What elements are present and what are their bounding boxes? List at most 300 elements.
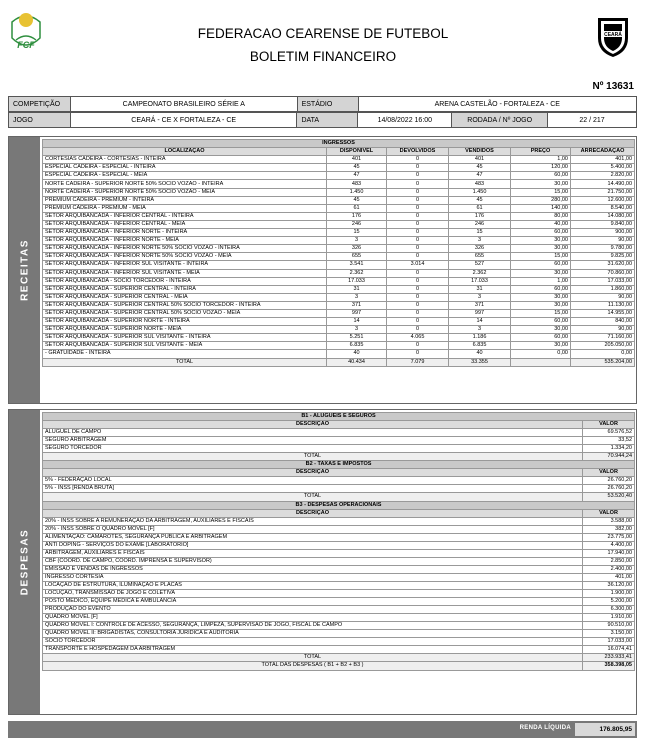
ticket-cell: 80,00	[511, 212, 571, 220]
total-cell: 7.079	[387, 358, 449, 366]
receitas-sidebar	[9, 137, 40, 403]
ticket-cell: SETOR ARQUIBANCADA - SUPERIOR NORTE - MEIA	[43, 326, 327, 334]
total-cell: 40.434	[327, 358, 387, 366]
description-header: DESCRIÇÃO	[43, 421, 583, 429]
ticket-cell: 997	[449, 309, 511, 317]
ticket-row	[43, 212, 635, 220]
ticket-cell: 483	[449, 180, 511, 188]
expense-row	[43, 638, 635, 646]
ticket-cell: 483	[327, 180, 387, 188]
expense-description: 5% - FEDERAÇÃO LOCAL	[43, 477, 583, 485]
expense-row	[43, 549, 635, 557]
ticket-cell: 14.490,00	[571, 180, 635, 188]
ticket-cell: 31	[449, 285, 511, 293]
total-label: TOTAL	[43, 654, 583, 662]
column-header: VENDIDOS	[449, 148, 511, 156]
ingressos-band: INGRESSOS	[43, 140, 635, 148]
expense-row	[43, 557, 635, 565]
column-header: DISPONÍVEL	[327, 148, 387, 156]
ticket-cell: NORTE CADEIRA - SUPERIOR NORTE 50% SOCIO VOZAO - INTEIRA	[43, 180, 327, 188]
expense-description: SEGURO TORCEDOR	[43, 445, 583, 453]
ticket-cell: 71.160,00	[571, 334, 635, 342]
value-header: VALOR	[583, 469, 635, 477]
ticket-row	[43, 285, 635, 293]
value-header: VALOR	[583, 509, 635, 517]
b1-header-row	[43, 421, 635, 429]
ticket-cell: SETOR ARQUIBANCADA - SUPERIOR NORTE - INTEIRA	[43, 318, 327, 326]
ticket-row	[43, 245, 635, 253]
ticket-row	[43, 237, 635, 245]
expense-description: TRANSPORTE E HOSPEDAGEM DA ARBITRAGEM	[43, 646, 583, 654]
ticket-cell: 0	[387, 277, 449, 285]
stadium-value: ARENA CASTELÃO - FORTALEZA - CE	[358, 97, 636, 112]
expense-value: 17.033,00	[583, 638, 635, 646]
ticket-cell: 0	[387, 229, 449, 237]
ticket-cell: 40	[449, 350, 511, 358]
ticket-cell: SETOR ARQUIBANCADA - SUPERIOR CENTRAL - MEIA	[43, 293, 327, 301]
ticket-cell: 0	[387, 237, 449, 245]
ticket-cell: 30,00	[511, 269, 571, 277]
expense-description: QUADRO MÓVEL II: BRIGADISTAS, CONSULTORIA JURÍDICA E AUDITORIA	[43, 630, 583, 638]
expense-value: 36.120,00	[583, 581, 635, 589]
ticket-cell: ESPECIAL CADEIRA - ESPECIAL - INTEIRA	[43, 164, 327, 172]
ticket-cell: 45	[449, 196, 511, 204]
ticket-cell: 527	[449, 261, 511, 269]
ticket-cell: 2.362	[449, 269, 511, 277]
ticket-cell: 47	[449, 172, 511, 180]
expense-description: EMISSÃO E VENDAS DE INGRESSOS	[43, 565, 583, 573]
ticket-row	[43, 172, 635, 180]
ticket-cell: 61	[449, 204, 511, 212]
expense-value: 3.150,00	[583, 630, 635, 638]
ticket-cell: 60,00	[511, 172, 571, 180]
ticket-cell: 1,00	[511, 156, 571, 164]
ticket-cell: 17.033,00	[571, 277, 635, 285]
ticket-row	[43, 253, 635, 261]
ticket-row	[43, 261, 635, 269]
document-number: Nº 13631	[592, 81, 634, 92]
ticket-cell: 0,00	[511, 350, 571, 358]
ticket-row	[43, 326, 635, 334]
ticket-cell: NORTE CADEIRA - SUPERIOR NORTE 50% SOCIO VOZAO - MEIA	[43, 188, 327, 196]
ticket-cell: 0	[387, 156, 449, 164]
ticket-cell: 655	[449, 253, 511, 261]
ticket-cell: 90,00	[571, 326, 635, 334]
ticket-cell: 401	[449, 156, 511, 164]
ticket-cell: 21.750,00	[571, 188, 635, 196]
expense-value: 3.588,00	[583, 517, 635, 525]
ticket-cell: 655	[327, 253, 387, 261]
expense-value: 2.400,00	[583, 565, 635, 573]
expense-value: 23.775,00	[583, 533, 635, 541]
ticket-cell: 61	[327, 204, 387, 212]
ticket-cell: 30,00	[511, 342, 571, 350]
ticket-cell: SETOR ARQUIBANCADA - INFERIOR NORTE 50% SOCIO VOZAO - INTEIRA	[43, 245, 327, 253]
competition-label: COMPETIÇÃO	[9, 97, 71, 112]
ticket-cell: - GRATUIDADE - INTEIRA	[43, 350, 327, 358]
ingressos-header-row	[43, 148, 635, 156]
expense-row	[43, 598, 635, 606]
ticket-cell: CORTESIAS CADEIRA - CORTESIAS - INTEIRA	[43, 156, 327, 164]
total-value: 53.520,40	[583, 493, 635, 501]
expense-row	[43, 590, 635, 598]
ticket-cell: 0	[387, 196, 449, 204]
ticket-cell: 900,00	[571, 229, 635, 237]
date-label: DATA	[297, 113, 358, 128]
ticket-cell: 280,00	[511, 196, 571, 204]
ticket-cell: 14	[327, 318, 387, 326]
ticket-cell: 371	[327, 301, 387, 309]
b1-title: B1 - ALUGUEIS E SEGUROS	[43, 413, 635, 421]
expense-value: 90.510,00	[583, 622, 635, 630]
renda-liquida-bar	[8, 721, 637, 738]
ceara-crest-text: CEARÁ	[604, 32, 622, 38]
ticket-row	[43, 204, 635, 212]
expense-description: CBF (COORD. DE CAMPO, COORD. IMPRENSA E SUPERVISOR)	[43, 557, 583, 565]
ticket-cell: 0	[387, 212, 449, 220]
total-label: TOTAL	[43, 453, 583, 461]
expense-description: ANTI DOPING - SERVIÇOS DO EXAME [LABORATÓRIO]	[43, 541, 583, 549]
ticket-row	[43, 334, 635, 342]
ticket-cell: 17.033	[449, 277, 511, 285]
b1-band	[43, 413, 635, 421]
ticket-cell: 14.080,00	[571, 212, 635, 220]
ticket-row	[43, 188, 635, 196]
expense-description: QUADRO MÓVEL [F]	[43, 614, 583, 622]
ticket-cell: 14	[449, 318, 511, 326]
total-value: 70.944,24	[583, 453, 635, 461]
ticket-cell: 15	[327, 229, 387, 237]
ticket-cell: 12.600,00	[571, 196, 635, 204]
ticket-cell: 3	[327, 293, 387, 301]
ticket-cell: SETOR ARQUIBANCADA - SÓCIO TORCEDOR - INTEIRA	[43, 277, 327, 285]
ticket-cell: 17.033	[327, 277, 387, 285]
ticket-cell: 176	[327, 212, 387, 220]
expense-row	[43, 445, 635, 453]
ticket-cell: 1.860,00	[571, 285, 635, 293]
ticket-cell: SETOR ARQUIBANCADA - INFERIOR CENTRAL - INTEIRA	[43, 212, 327, 220]
ticket-row	[43, 164, 635, 172]
expense-row	[43, 646, 635, 654]
ticket-row	[43, 180, 635, 188]
b2-band	[43, 461, 635, 469]
ticket-cell: 120,00	[511, 164, 571, 172]
expense-description: POSTO MÉDICO, EQUIPE MÉDICA E AMBULÂNCIA	[43, 598, 583, 606]
ticket-cell: 3	[449, 237, 511, 245]
ticket-cell: 30,00	[511, 293, 571, 301]
ticket-cell: SETOR ARQUIBANCADA - SUPERIOR CENTRAL 50% SOCIO TORCEDOR - INTEIRA	[43, 301, 327, 309]
ticket-cell: 0	[387, 342, 449, 350]
expense-description: 20% - INSS SOBRE A REMUNERAÇÃO DA ARBITRAGEM, AUXILIARES E FISCAIS	[43, 517, 583, 525]
ticket-cell: 5.400,00	[571, 164, 635, 172]
ticket-cell: 0	[387, 269, 449, 277]
ticket-cell: 1.186	[449, 334, 511, 342]
b2-total-row	[43, 493, 635, 501]
expense-value: 16.074,41	[583, 646, 635, 654]
round-value: 22 / 217	[548, 113, 637, 128]
ticket-cell: 2.362	[327, 269, 387, 277]
value-header: VALOR	[583, 421, 635, 429]
ticket-cell: SETOR ARQUIBANCADA - SUPERIOR SUL VISITANTE - MEIA	[43, 342, 327, 350]
ticket-cell: 3	[449, 326, 511, 334]
expense-row	[43, 541, 635, 549]
grand-total-label: TOTAL DAS DESPESAS ( B1 + B2 + B3 )	[43, 662, 583, 670]
ticket-cell: 15,00	[511, 188, 571, 196]
ticket-cell: 0	[387, 220, 449, 228]
expense-value: 1.334,20	[583, 445, 635, 453]
renda-liquida-value: 176.805,95	[575, 723, 635, 736]
expense-row	[43, 525, 635, 533]
ticket-cell: 90,00	[571, 237, 635, 245]
ticket-cell: 30,00	[511, 245, 571, 253]
ticket-cell: 2.820,00	[571, 172, 635, 180]
game-label: JOGO	[9, 113, 71, 128]
expense-row	[43, 437, 635, 445]
fcf-logo-text: FCF	[17, 40, 35, 50]
ticket-cell: 3	[449, 293, 511, 301]
ticket-row	[43, 196, 635, 204]
expense-value: 4.400,00	[583, 541, 635, 549]
ticket-cell: 140,00	[511, 204, 571, 212]
expense-description: SEGURO ARBITRAGEM	[43, 437, 583, 445]
b1-total-row	[43, 453, 635, 461]
ticket-cell: 371	[449, 301, 511, 309]
expense-row	[43, 606, 635, 614]
ticket-cell: SETOR ARQUIBANCADA - INFERIOR NORTE - MEIA	[43, 237, 327, 245]
expense-value: 401,00	[583, 573, 635, 581]
expense-row	[43, 485, 635, 493]
ticket-cell: 997	[327, 309, 387, 317]
expense-value: 6.300,00	[583, 606, 635, 614]
expense-row	[43, 573, 635, 581]
expense-row	[43, 581, 635, 589]
b2-header-row	[43, 469, 635, 477]
ticket-cell: 246	[449, 220, 511, 228]
expense-value: 33,52	[583, 437, 635, 445]
ticket-cell: 0	[387, 318, 449, 326]
ticket-cell: 70.860,00	[571, 269, 635, 277]
expense-description: 20% - INSS SOBRE O QUADRO MÓVEL [F]	[43, 525, 583, 533]
ticket-row	[43, 220, 635, 228]
ticket-cell: 45	[327, 164, 387, 172]
total-cell	[511, 358, 571, 366]
ticket-cell: 60,00	[511, 229, 571, 237]
ticket-cell: 47	[327, 172, 387, 180]
expense-value: 26.760,20	[583, 485, 635, 493]
ticket-cell: 60,00	[511, 261, 571, 269]
expense-description: PRODUÇÃO DO EVENTO	[43, 606, 583, 614]
ticket-cell: 1.450	[449, 188, 511, 196]
receitas-section	[8, 136, 637, 404]
total-cell: TOTAL	[43, 358, 327, 366]
expense-row	[43, 630, 635, 638]
ticket-cell: 3.014	[387, 261, 449, 269]
ticket-cell: 90,00	[571, 293, 635, 301]
ingressos-total-row	[43, 358, 635, 366]
expense-row	[43, 622, 635, 630]
expense-value: 1.910,00	[583, 614, 635, 622]
ticket-cell: 15,00	[511, 253, 571, 261]
ticket-cell: 1,00	[511, 277, 571, 285]
ticket-cell: 0	[387, 285, 449, 293]
ticket-cell: PREMIUM CADEIRA - PREMIUM - INTEIRA	[43, 196, 327, 204]
b2-title: B2 - TAXAS E IMPOSTOS	[43, 461, 635, 469]
ticket-cell: 0,00	[571, 350, 635, 358]
ticket-row	[43, 342, 635, 350]
expense-value: 69.576,52	[583, 429, 635, 437]
ticket-cell: SETOR ARQUIBANCADA - INFERIOR SUL VISITANTE - MEIA	[43, 269, 327, 277]
ticket-cell: 401	[327, 156, 387, 164]
ticket-cell: 6.835	[327, 342, 387, 350]
ticket-row	[43, 293, 635, 301]
column-header: ARRECADAÇÃO	[571, 148, 635, 156]
ticket-cell: 326	[327, 245, 387, 253]
ticket-cell: 31	[327, 285, 387, 293]
ticket-cell: SETOR ARQUIBANCADA - SUPERIOR SUL VISITANTE - INTEIRA	[43, 334, 327, 342]
b3-title: B3 - DESPESAS OPERACIONAIS	[43, 501, 635, 509]
despesas-sidebar	[9, 410, 40, 714]
ticket-cell: 326	[449, 245, 511, 253]
ticket-cell: 45	[449, 164, 511, 172]
match-info-table	[8, 96, 637, 112]
ticket-cell: 60,00	[511, 334, 571, 342]
ticket-cell: 0	[387, 253, 449, 261]
ticket-row	[43, 350, 635, 358]
ticket-cell: 8.540,00	[571, 204, 635, 212]
despesas-side-label: DESPESAS	[19, 528, 30, 596]
ticket-cell: 14.955,00	[571, 309, 635, 317]
ticket-row	[43, 309, 635, 317]
ticket-cell: 0	[387, 204, 449, 212]
column-header: PREÇO	[511, 148, 571, 156]
total-cell: 535.204,00	[571, 358, 635, 366]
ticket-cell: 176	[449, 212, 511, 220]
receitas-side-label: RECEITAS	[19, 239, 30, 301]
total-label: TOTAL	[43, 493, 583, 501]
expense-description: ARBITRAGEM, AUXILIARES E FISCAIS	[43, 549, 583, 557]
column-header: DEVOLVIDOS	[387, 148, 449, 156]
expense-row	[43, 614, 635, 622]
ticket-cell: 0	[387, 301, 449, 309]
expense-value: 5.200,00	[583, 598, 635, 606]
b3-band	[43, 501, 635, 509]
ticket-row	[43, 301, 635, 309]
ticket-cell: 9.825,00	[571, 253, 635, 261]
ticket-cell: 15	[449, 229, 511, 237]
ticket-cell: 45	[327, 196, 387, 204]
expense-value: 26.760,20	[583, 477, 635, 485]
expense-description: SÓCIO TORCEDOR	[43, 638, 583, 646]
competition-value: CAMPEONATO BRASILEIRO SÉRIE A	[70, 97, 297, 112]
ticket-cell: 31.620,00	[571, 261, 635, 269]
ticket-cell: SETOR ARQUIBANCADA - SUPERIOR CENTRAL - INTEIRA	[43, 285, 327, 293]
expense-row	[43, 533, 635, 541]
ticket-cell: 3	[327, 237, 387, 245]
ticket-cell: SETOR ARQUIBANCADA - INFERIOR CENTRAL - MEIA	[43, 220, 327, 228]
ticket-cell: 9.840,00	[571, 220, 635, 228]
ticket-cell: 60,00	[511, 285, 571, 293]
ticket-cell: 205.050,00	[571, 342, 635, 350]
expense-description: QUADRO MÓVEL I: CONTROLE DE ACESSO, SEGURANÇA, LIMPEZA, SUPERVISÃO DE JOGO, FISCAL DE CAMPO	[43, 622, 583, 630]
description-header: DESCRIÇÃO	[43, 469, 583, 477]
page-subtitle: BOLETIM FINANCEIRO	[249, 49, 397, 64]
ticket-cell: 3	[327, 326, 387, 334]
ticket-cell: SETOR ARQUIBANCADA - INFERIOR SUL VISITANTE - INTEIRA	[43, 261, 327, 269]
total-cell: 33.355	[449, 358, 511, 366]
expense-description: INGRESSO CORTESIA	[43, 573, 583, 581]
match-info-table-row2	[8, 112, 637, 128]
ticket-row	[43, 269, 635, 277]
ticket-cell: 0	[387, 164, 449, 172]
ticket-cell: 11.130,00	[571, 301, 635, 309]
ticket-cell: SETOR ARQUIBANCADA - INFERIOR NORTE - INTEIRA	[43, 229, 327, 237]
b3-total-row	[43, 654, 635, 662]
expense-description: ALUGUEL DE CAMPO	[43, 429, 583, 437]
expense-value: 382,00	[583, 525, 635, 533]
despesas-table	[42, 412, 635, 671]
ticket-cell: 30,00	[511, 301, 571, 309]
expense-row	[43, 517, 635, 525]
expense-value: 2.850,00	[583, 557, 635, 565]
ticket-cell: 9.780,00	[571, 245, 635, 253]
ticket-cell: 5.251	[327, 334, 387, 342]
expense-description: ALIMENTAÇÃO: CAMAROTES, SEGURANÇA PÚBLICA E ARBITRAGEM	[43, 533, 583, 541]
ticket-cell: 60,00	[511, 318, 571, 326]
ticket-cell: 30,00	[511, 237, 571, 245]
total-value: 233.933,41	[583, 654, 635, 662]
ticket-cell: 840,00	[571, 318, 635, 326]
ticket-cell: 15,00	[511, 309, 571, 317]
round-label: RODADA / Nº JOGO	[452, 113, 548, 128]
ticket-row	[43, 229, 635, 237]
grand-total-value: 358.398,05	[583, 662, 635, 670]
ticket-cell: PREMIUM CADEIRA - PREMIUM - MEIA	[43, 204, 327, 212]
ticket-cell: 401,00	[571, 156, 635, 164]
ticket-row	[43, 277, 635, 285]
expense-description: 5% - INSS [RENDA BRUTA]	[43, 485, 583, 493]
date-value: 14/08/2022 16:00	[358, 113, 452, 128]
ticket-cell: 0	[387, 172, 449, 180]
ticket-cell: 0	[387, 326, 449, 334]
ticket-cell: 6.835	[449, 342, 511, 350]
b3-header-row	[43, 509, 635, 517]
ticket-cell: 0	[387, 245, 449, 253]
ticket-row	[43, 318, 635, 326]
ticket-cell: ESPECIAL CADEIRA - ESPECIAL - MEIA	[43, 172, 327, 180]
ticket-cell: 40	[327, 350, 387, 358]
ticket-cell: SETOR ARQUIBANCADA - INFERIOR NORTE 50% SOCIO VOZAO - MEIA	[43, 253, 327, 261]
ticket-cell: 4.065	[387, 334, 449, 342]
expense-value: 17.940,00	[583, 549, 635, 557]
expense-row	[43, 477, 635, 485]
ticket-cell: 0	[387, 309, 449, 317]
ticket-cell: 0	[387, 350, 449, 358]
ticket-row	[43, 156, 635, 164]
game-value: CEARÁ - CE X FORTALEZA - CE	[70, 113, 297, 128]
ticket-cell: 0	[387, 293, 449, 301]
page-title: FEDERACAO CEARENSE DE FUTEBOL	[197, 26, 449, 41]
ingressos-table	[42, 139, 635, 367]
ticket-cell: 40,00	[511, 220, 571, 228]
ticket-cell: SETOR ARQUIBANCADA - SUPERIOR CENTRAL 50% SOCIO VOZAO - MEIA	[43, 309, 327, 317]
description-header: DESCRIÇÃO	[43, 509, 583, 517]
expense-row	[43, 565, 635, 573]
despesas-section	[8, 409, 637, 715]
expense-value: 1.900,00	[583, 590, 635, 598]
ticket-cell: 246	[327, 220, 387, 228]
ticket-cell: 1.450	[327, 188, 387, 196]
stadium-label: ESTÁDIO	[297, 97, 358, 112]
